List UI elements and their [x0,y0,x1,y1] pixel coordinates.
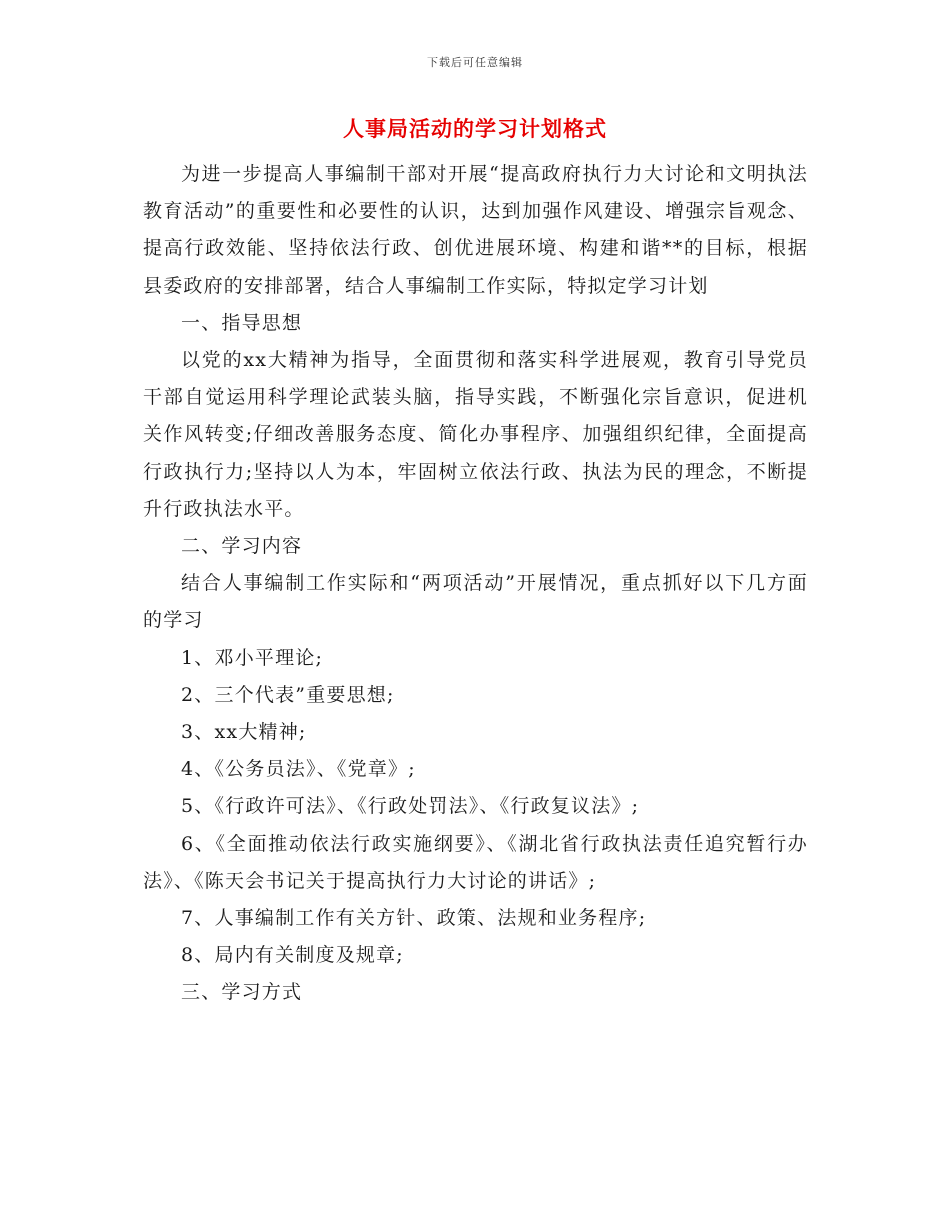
study-item: 3、xx大精神; [181,721,307,744]
document-title: 人事局活动的学习计划格式 [343,117,607,141]
study-item: 8、局内有关制度及规章; [181,944,404,967]
guiding-thought-paragraph: 以党的xx大精神为指导，全面贯彻和落实科学进展观，教育引导党员干部自觉运用科学理论武装头脑，指导实践，不断强化宗旨意识，促进机关作风转变;仔细改善服务态度、简化办事程序、加强组织纪律，全面提高行政执行力;坚持以人为本，牢固树立依法行政、执法为民的理念，不断提升行政执法水平。 [143,349,808,520]
study-item: 2、三个代表”重要思想; [181,683,395,706]
section-heading-study-content: 二、学习内容 [181,535,303,558]
study-item: 5、《行政许可法》、《行政处罚法》、《行政复议法》; [181,795,640,818]
header-note: 下载后可任意编辑 [427,56,523,69]
study-item: 4、《公务员法》、《党章》; [181,758,416,781]
study-content-paragraph: 结合人事编制工作实际和“两项活动”开展情况，重点抓好以下几方面的学习 [143,572,808,632]
section-heading-guiding-thought: 一、指导思想 [181,311,303,334]
document-body [143,156,808,1012]
study-item: 1、邓小平理论; [181,646,324,669]
study-item: 6、《全面推动依法行政实施纲要》、《湖北省行政执法责任追究暂行办法》、《陈天会书记关于提高执行力大讨论的讲话》; [143,832,808,892]
intro-paragraph: 为进一步提高人事编制干部对开展“提高政府执行力大讨论和文明执法教育活动”的重要性和必要性的认识，达到加强作风建设、增强宗旨观念、提高行政效能、坚持依法行政、创优进展环境、构建和谐**的目标，根据县委政府的安排部署，结合人事编制工作实际，特拟定学习计划 [143,163,808,297]
section-heading-study-method: 三、学习方式 [181,981,303,1004]
study-item: 7、人事编制工作有关方针、政策、法规和业务程序; [181,907,647,930]
